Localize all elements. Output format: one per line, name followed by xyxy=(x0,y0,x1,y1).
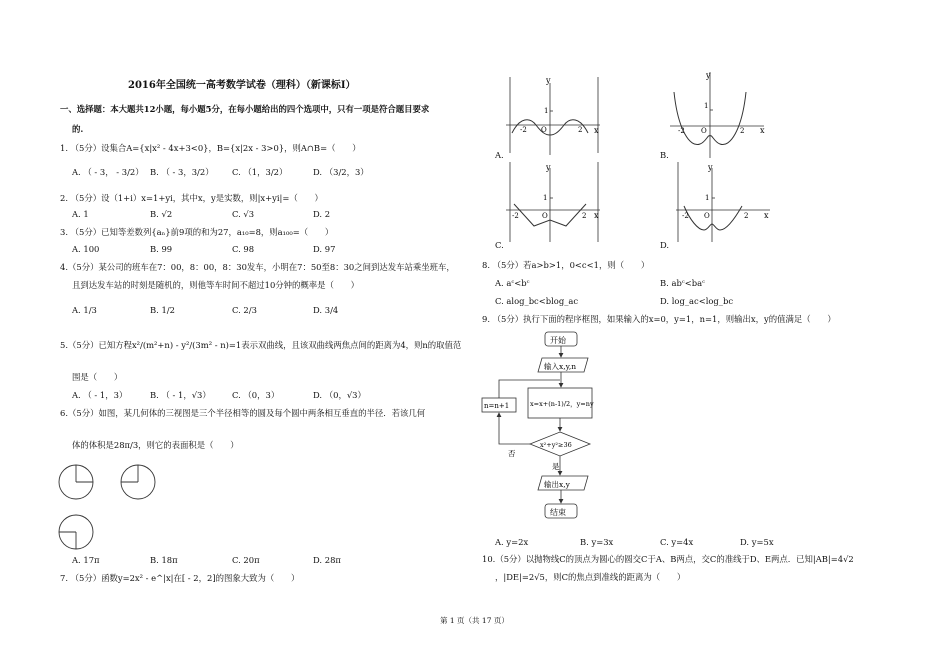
q10-stem-line1: 10.（5分）以抛物线C的顶点为圆心的圆交C于A、B两点，交C的准线于D、E两点．已知|AB|=4√2 xyxy=(482,554,854,564)
graph-b xyxy=(660,70,770,160)
q5-option-b: B. （ - 1，√3） xyxy=(150,390,211,400)
q4-option-b: B. 1/2 xyxy=(150,305,175,315)
page-title: 2016年全国统一高考数学试卷（理科）（新课标Ⅰ） xyxy=(128,80,356,91)
graph-a xyxy=(498,75,608,160)
graph-b-p2: 2 xyxy=(740,127,745,135)
graph-d-one: 1 xyxy=(705,194,710,202)
flow-end-text: 结束 xyxy=(550,508,566,517)
q4-option-d: D. 3/4 xyxy=(313,305,339,315)
flow-no-label: 否 xyxy=(508,449,516,458)
graph-d-label: D. xyxy=(660,240,670,250)
q8-option-a: A. aᶜ<bᶜ xyxy=(495,278,530,288)
graph-c-y-label: y xyxy=(546,163,551,172)
q3-option-b: B. 99 xyxy=(150,244,173,254)
q9-stem: 9. （5分）执行下面的程序框图，如果输入的x=0，y=1，n=1，则输出x，y的值满足（ ） xyxy=(482,314,836,324)
q2-stem: 2. （5分）设（1+i）x=1+yi，其中x，y是实数，则|x+yi|=（ ） xyxy=(60,193,323,203)
graph-c-one: 1 xyxy=(543,194,548,202)
q8-option-c: C. alog_bc<blog_ac xyxy=(495,296,579,306)
graph-b-origin: O xyxy=(701,127,707,135)
q1-option-c: C. （1，3/2） xyxy=(232,167,288,177)
q3-option-c: C. 98 xyxy=(232,244,255,254)
q3-option-d: D. 97 xyxy=(313,244,336,254)
flow-input-text: 输入x,y,n xyxy=(544,362,577,371)
graph-b-label: B. xyxy=(660,150,669,160)
q2-option-d: D. 2 xyxy=(313,209,331,219)
graph-a-x-label: x xyxy=(594,126,599,135)
flow-output-text: 输出x,y xyxy=(544,480,570,489)
section-heading-cont: 的. xyxy=(72,124,84,134)
q4-option-a: A. 1/3 xyxy=(72,305,97,315)
graph-c-p2: 2 xyxy=(582,212,587,220)
graph-a-p2: 2 xyxy=(578,126,583,134)
q6-stem-line2: 体的体积是28π/3，则它的表面积是（ ） xyxy=(72,440,239,450)
graph-a-origin: O xyxy=(541,126,547,134)
q2-option-c: C. √3 xyxy=(232,209,255,219)
graph-c-m2: -2 xyxy=(512,212,519,220)
q5-option-c: C. （0，3） xyxy=(232,390,280,400)
q9-option-b: B. y=3x xyxy=(580,537,614,547)
q9-option-c: C. y=4x xyxy=(660,537,694,547)
graph-d-x-label: x xyxy=(764,211,769,220)
flow-yes-label: 是 xyxy=(552,462,560,471)
q6-stem-line1: 6.（5分）如图，某几何体的三视图是三个半径相等的圆及每个圆中两条相互垂直的半径．若该几何 xyxy=(60,408,426,418)
q4-stem-line1: 4.（5分）某公司的班车在7：00，8：00，8：30发车，小明在7：50至8：30之间到达发车站乘坐班车， xyxy=(60,262,455,272)
graph-d-origin: O xyxy=(704,212,710,220)
q6-option-a: A. 17π xyxy=(72,555,100,565)
graph-d-p2: 2 xyxy=(744,212,749,220)
section-heading: 一、选择题：本大题共12小题，每小题5分，在每小题给出的四个选项中，只有一项是符合题目要求 xyxy=(60,104,430,114)
q3-stem: 3. （5分）已知等差数列{aₙ}前9项的和为27，a₁₀=8，则a₁₀₀=（ ） xyxy=(60,227,334,237)
graph-c-origin: O xyxy=(542,212,548,220)
q3-option-a: A. 100 xyxy=(72,244,100,254)
q5-option-d: D. （0，√3） xyxy=(313,390,366,400)
q1-stem: 1. （5分）设集合A={x|x² - 4x+3<0}，B={x|2x - 3>0}，则A∩B=（ ） xyxy=(60,143,361,153)
q8-option-b: B. abᶜ<baᶜ xyxy=(660,278,706,288)
graph-c xyxy=(498,160,608,245)
flow-n-text: n=n+1 xyxy=(484,402,510,410)
q2-option-a: A. 1 xyxy=(72,209,89,219)
q2-option-b: B. √2 xyxy=(150,209,173,219)
flow-cond-text: x²+y²≥36 xyxy=(540,441,572,449)
flow-assign-text: x=x+(n-1)/2，y=ny xyxy=(530,400,594,408)
graph-a-y-label: y xyxy=(546,76,551,85)
q1-option-d: D. （3/2，3） xyxy=(313,167,369,177)
q6-option-c: C. 20π xyxy=(232,555,260,565)
graph-b-x-label: x xyxy=(760,126,765,135)
graph-c-x-label: x xyxy=(594,211,599,220)
q5-option-a: A. （ - 1，3） xyxy=(72,390,128,400)
graph-a-label: A. xyxy=(495,150,504,160)
q10-stem-line2: ，|DE|=2√5，则C的焦点到准线的距离为（ ） xyxy=(495,572,686,582)
graph-a-m2: -2 xyxy=(520,126,527,134)
graph-d-m2: -2 xyxy=(682,212,689,220)
graph-b-m2: -2 xyxy=(678,127,685,135)
graph-d xyxy=(668,160,778,245)
flowchart xyxy=(480,330,610,525)
three-view-figure xyxy=(55,460,165,550)
page-footer: 第 1 页（共 17 页） xyxy=(440,616,509,625)
q4-stem-line2: 且到达发车站的时刻是随机的，则他等车时间不超过10分钟的概率是（ ） xyxy=(72,280,360,290)
q4-option-c: C. 2/3 xyxy=(232,305,257,315)
q5-stem-line1: 5.（5分）已知方程x²/(m²+n) - y²/(3m² - n)=1表示双曲线，且该双曲线两焦点间的距离为4，则n的取值范 xyxy=(60,340,462,350)
q9-option-a: A. y=2x xyxy=(495,537,529,547)
q6-option-b: B. 18π xyxy=(150,555,178,565)
q9-option-d: D. y=5x xyxy=(740,537,774,547)
q6-option-d: D. 28π xyxy=(313,555,341,565)
q1-option-a: A. （ - 3， - 3/2） xyxy=(72,167,144,177)
q1-option-b: B. （ - 3，3/2） xyxy=(150,167,214,177)
q8-stem: 8. （5分）若a>b>1，0<c<1，则（ ） xyxy=(482,260,650,270)
q5-stem-line2: 围是（ ） xyxy=(72,372,123,382)
graph-b-one: 1 xyxy=(704,102,709,110)
graph-b-y-label: y xyxy=(706,71,711,80)
graph-a-one: 1 xyxy=(544,107,549,115)
q8-option-d: D. log_ac<log_bc xyxy=(660,296,734,306)
graph-c-label: C. xyxy=(495,240,504,250)
flow-start-text: 开始 xyxy=(550,336,566,345)
graph-d-y-label: y xyxy=(708,163,713,172)
q7-stem: 7. （5分）函数y=2x² - e^|x|在[ - 2，2]的图象大致为（ ） xyxy=(60,573,300,583)
